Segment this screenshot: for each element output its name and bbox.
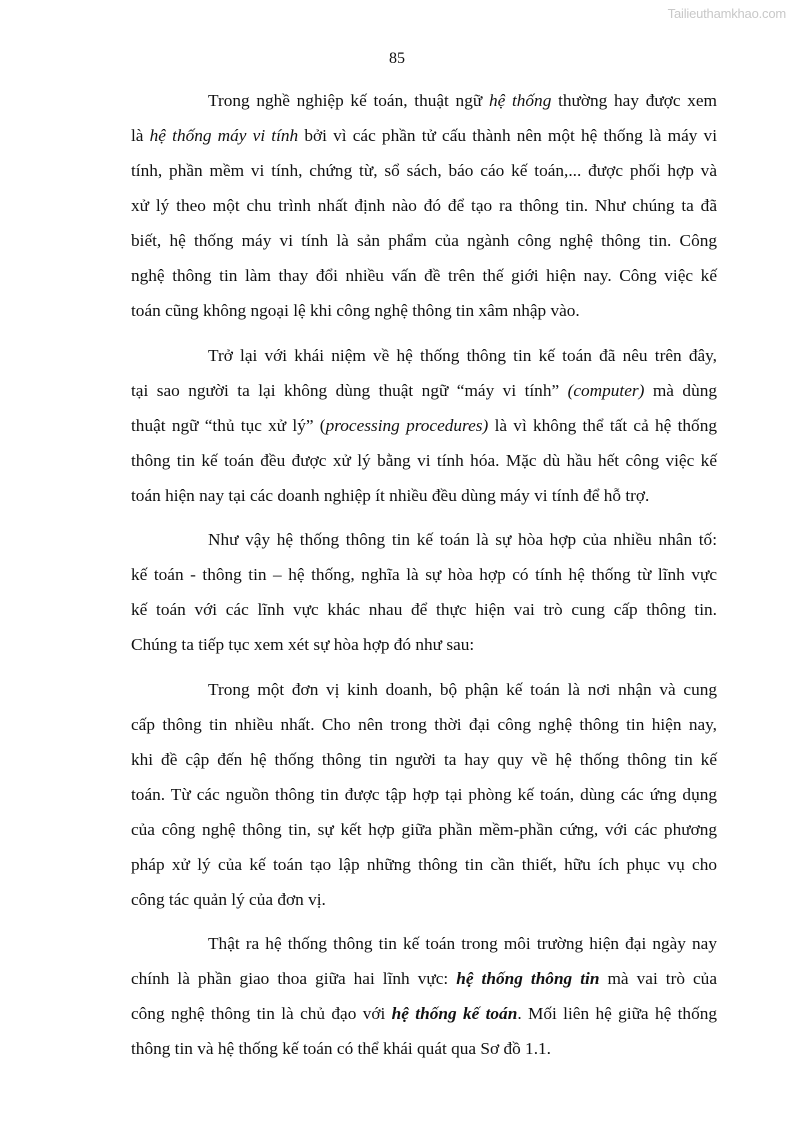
text-run: mà vai trò của [599, 969, 717, 988]
emphasized-term: hệ thống [488, 91, 552, 110]
paragraph-5-line [208, 933, 717, 955]
paragraph-2-line [131, 485, 717, 507]
text-run: mà dùng [644, 381, 717, 400]
text-run: toán. Từ các nguồn thông tin được tập hợp tại phòng kế toán, dùng các ứng dụng [131, 785, 717, 804]
paragraph-3-line [131, 564, 717, 586]
text-run: tại sao người ta lại không dùng thuật ngữ “máy vi tính” [131, 381, 568, 400]
text-run: công nghệ thông tin là chủ đạo với [131, 1004, 392, 1023]
text-run: Chúng ta tiếp tục xem xét sự hòa hợp đó như sau: [131, 635, 475, 654]
text-run: là vì không thể tất cả hệ thống [488, 416, 717, 435]
text-run: khi đề cập đến hệ thống thông tin người ta hay quy về hệ thống thông tin kế [131, 750, 717, 769]
paragraph-3-line [131, 599, 717, 621]
text-run: Như vậy hệ thống thông tin kế toán là sự hòa hợp của nhiều nhân tố: [208, 530, 717, 549]
text-run: cấp thông tin nhiều nhất. Cho nên trong thời đại công nghệ thông tin hiện nay, [131, 715, 717, 734]
paragraph-3-line [131, 634, 717, 656]
paragraph-4-line [131, 819, 717, 841]
text-run: xử lý theo một chu trình nhất định nào đó để tạo ra thông tin. Như chúng ta đã [131, 196, 717, 215]
paragraph-4-line [131, 784, 717, 806]
text-run: là [131, 126, 150, 145]
text-run: tính, phần mềm vi tính, chứng từ, sổ sách, báo cáo kế toán,... được phối hợp và [131, 161, 717, 180]
text-run: Trở lại với khái niệm về hệ thống thông tin kế toán đã nêu trên đây, [208, 346, 717, 365]
text-run: thông tin kế toán đều được xử lý bằng vi tính hóa. Mặc dù hầu hết công việc kế [131, 451, 717, 470]
paragraph-4-line [131, 714, 717, 736]
paragraph-1-line [131, 160, 717, 182]
text-run: bởi vì các phần tử cấu thành nên một hệ thống là máy vi [298, 126, 718, 145]
paragraph-1-line [131, 300, 717, 322]
paragraph-2-line [131, 415, 717, 437]
paragraph-5-line [131, 968, 717, 990]
text-run: thuật ngữ “thủ tục xử lý” ( [131, 416, 326, 435]
text-run: toán hiện nay tại các doanh nghiệp ít nhiều đều dùng máy vi tính để hỗ trợ. [131, 486, 650, 505]
paragraph-5-line [131, 1003, 717, 1025]
emphasized-term: hệ thống thông tin [456, 969, 600, 988]
paragraph-2-line [131, 450, 717, 472]
text-run: của công nghệ thông tin, sự kết hợp giữa phần mềm-phần cứng, với các phương [131, 820, 717, 839]
text-run: thông tin và hệ thống kế toán có thể khái quát qua Sơ đồ 1.1. [131, 1039, 551, 1058]
text-run: . Mối liên hệ giữa hệ thống [517, 1004, 717, 1023]
paragraph-1-line [131, 195, 717, 217]
text-run: Trong nghề nghiệp kế toán, thuật ngữ [208, 91, 489, 110]
paragraph-1-line [131, 125, 717, 147]
emphasized-term: processing procedures) [325, 416, 489, 435]
paragraph-4-line [131, 854, 717, 876]
watermark: Tailieuthamkhao.com [667, 6, 786, 21]
paragraph-3-line [208, 529, 717, 551]
text-run: Thật ra hệ thống thông tin kế toán trong môi trường hiện đại ngày nay [208, 934, 717, 953]
paragraph-4-line [131, 889, 717, 911]
paragraph-1-line [131, 265, 717, 287]
emphasized-term: hệ thống kế toán [391, 1004, 518, 1023]
text-run: Trong một đơn vị kinh doanh, bộ phận kế toán là nơi nhận và cung [208, 680, 717, 699]
emphasized-term: hệ thống máy vi tính [149, 126, 299, 145]
text-run: công tác quản lý của đơn vị. [131, 890, 326, 909]
paragraph-1-line [208, 90, 717, 112]
paragraph-1-line [131, 230, 717, 252]
page-number: 85 [389, 50, 405, 67]
text-run: nghệ thông tin làm thay đổi nhiều vấn đề trên thế giới hiện nay. Công việc kế [131, 266, 717, 285]
paragraph-4-line [131, 749, 717, 771]
text-run: pháp xử lý của kế toán tạo lập những thông tin cần thiết, hữu ích phục vụ cho [131, 855, 717, 874]
text-run: biết, hệ thống máy vi tính là sản phẩm của ngành công nghệ thông tin. Công [131, 231, 717, 250]
text-run: chính là phần giao thoa giữa hai lĩnh vực: [131, 969, 457, 988]
emphasized-term: (computer) [567, 381, 645, 400]
paragraph-2-line [131, 380, 717, 402]
paragraph-2-line [208, 345, 717, 367]
text-run: toán cũng không ngoại lệ khi công nghệ thông tin xâm nhập vào. [131, 301, 580, 320]
text-run: thường hay được xem [551, 91, 717, 110]
text-run: kế toán - thông tin – hệ thống, nghĩa là sự hòa hợp có tính hệ thống từ lĩnh vực [131, 565, 717, 584]
text-run: kế toán với các lĩnh vực khác nhau để thực hiện vai trò cung cấp thông tin. [131, 600, 717, 619]
paragraph-4-line [208, 679, 717, 701]
paragraph-5-line [131, 1038, 717, 1060]
